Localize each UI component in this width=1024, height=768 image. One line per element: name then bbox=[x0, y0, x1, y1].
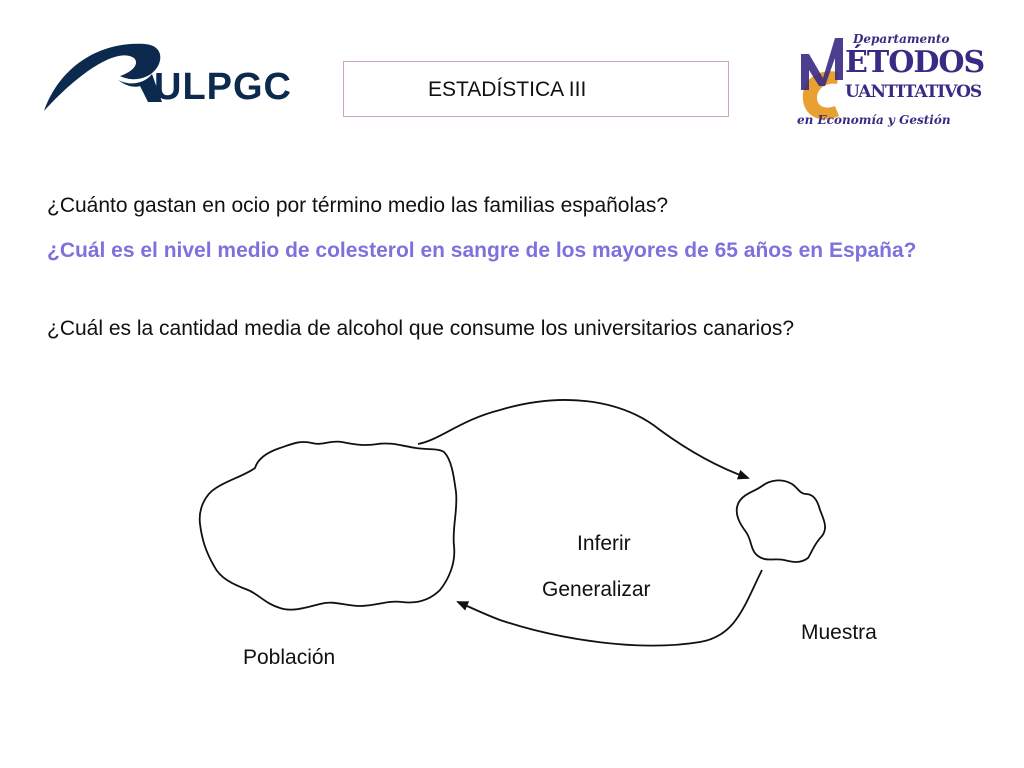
infer-label: Inferir bbox=[577, 532, 631, 555]
page-title: ESTADÍSTICA III bbox=[428, 78, 587, 101]
sample-label: Muestra bbox=[801, 621, 877, 644]
generalize-label: Generalizar bbox=[542, 578, 651, 601]
ulpgc-logo-text: ULPGC bbox=[154, 66, 292, 108]
sample-shape bbox=[737, 480, 825, 562]
department-subtitle: en Economía y Gestión bbox=[797, 113, 951, 127]
population-shape bbox=[200, 442, 457, 610]
question-leisure-spending: ¿Cuánto gastan en ocio por término medio las familias españolas? bbox=[47, 194, 669, 217]
population-label: Población bbox=[243, 646, 336, 669]
department-name-line2: UANTITATIVOS bbox=[845, 82, 982, 102]
department-label: Departamento bbox=[853, 32, 950, 46]
question-cholesterol: ¿Cuál es el nivel medio de colesterol en sangre de los mayores de 65 años en España? bbox=[47, 239, 917, 262]
question-alcohol: ¿Cuál es la cantidad media de alcohol que consume los universitarios canarios? bbox=[47, 317, 795, 340]
department-name-line1: ÉTODOS bbox=[845, 45, 985, 80]
arrow-to-sample bbox=[418, 400, 748, 478]
